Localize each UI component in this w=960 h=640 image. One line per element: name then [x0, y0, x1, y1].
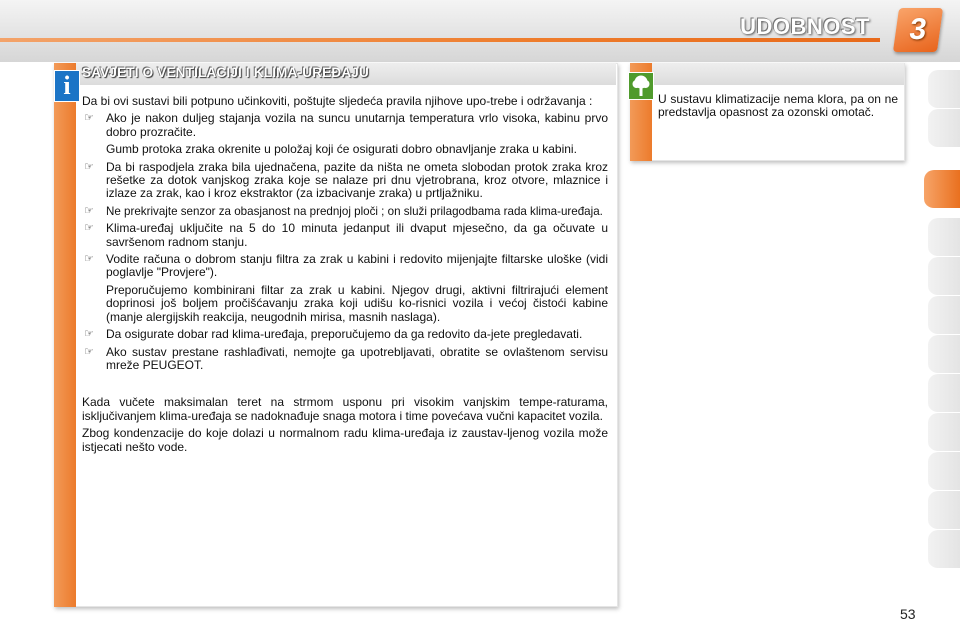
tree-icon: [628, 72, 654, 100]
chapter-tab[interactable]: [928, 491, 960, 530]
list-item: [82, 328, 608, 341]
pointing-hand-icon: ☞: [84, 345, 94, 358]
chapter-title: UDOBNOST: [740, 14, 870, 39]
chapter-tab[interactable]: [928, 109, 960, 148]
chapter-tab[interactable]: [928, 296, 960, 335]
chapter-tab[interactable]: [928, 335, 960, 374]
page-number: 53: [900, 606, 916, 622]
chapter-tab[interactable]: [928, 257, 960, 296]
list-item-text: Klima-uređaj uključite na 5 do 10 minuta jedanput ili dvaput mjesečno, da ga očuvate u savršenom radnom stanju.: [106, 221, 608, 249]
list-item: [82, 161, 608, 201]
list-item-text: Vodite računa o dobrom stanju filtra za zrak u kabini i redovito mijenjajte filtarske uloške (vidi poglavlje "Provjere").: [106, 252, 608, 280]
list-item-text: Da bi raspodjela zraka bila ujednačena, pazite da ništa ne ometa slobodan protok zraka kroz rešetke za dotok vanjskog zraka koje se nalaze pri dnu vjetrobrana, kroz otvore, mlaznice i izlaze za zrak, kao i kroz ekstraktor (za izbacivanje zraka) u prtljažniku.: [106, 159, 608, 201]
pointing-hand-icon: ☞: [84, 112, 94, 125]
pointing-hand-icon: ☞: [84, 328, 94, 341]
outro-paragraph: Kada vučete maksimalan teret na strmom usponu pri visokim vanjskim tempe-raturama, isključivanjem klima-uređaja se nadoknađuje snaga motora i time povećava vučni kapacitet vozila.: [82, 395, 608, 423]
list-item-text: Ako sustav prestane rashlađivati, nemojte ga upotrebljavati, obratite se ovlaštenom servisu mreže PEUGEOT.: [106, 344, 608, 372]
section-title: SAVJETI O VENTILACIJI I KLIMA-UREĐAJU: [82, 65, 369, 80]
spacer: [82, 376, 608, 396]
pointing-hand-icon: ☞: [84, 204, 94, 217]
pointing-hand-icon: ☞: [84, 160, 94, 173]
chapter-tab[interactable]: [928, 530, 960, 569]
list-item: [82, 222, 608, 249]
chapter-tab-active[interactable]: [924, 170, 960, 209]
chapter-tab[interactable]: [928, 452, 960, 491]
outro-paragraph: Zbog kondenzacije do koje dolazi u normalnom radu klima-uređaja iz zaustav-ljenog vozila može istjecati nešto vode.: [82, 426, 608, 454]
eco-note: U sustavu klimatizacije nema klora, pa on ne predstavlja opasnost za ozonski omotač.: [658, 92, 898, 119]
chapter-tab[interactable]: [928, 70, 960, 109]
list-item-text: Ne prekrivajte senzor za obasjanost na prednjoj ploči ; on služi prilagodbama rada klima-uređaja.: [106, 204, 603, 218]
chapter-tab-strip: [928, 70, 960, 580]
info-panel-strip: [54, 63, 76, 607]
pointing-hand-icon: ☞: [84, 222, 94, 235]
list-item-text: Ako je nakon duljeg stajanja vozila na suncu unutarnja temperatura vrlo visoka, kabinu prvo dobro prozračite.: [106, 111, 608, 139]
list-item: [82, 346, 608, 373]
intro-paragraph: Da bi ovi sustavi bili potpuno učinkoviti, poštujte sljedeća pravila njihove upo-trebe i održavanja :: [82, 94, 593, 108]
eco-panel-header: [652, 63, 904, 85]
chapter-tab[interactable]: [928, 218, 960, 257]
chapter-number-badge: 3: [893, 8, 943, 52]
list-item-text: Da osigurate dobar rad klima-uređaja, preporučujemo da ga redovito da-jete pregledavati.: [106, 327, 583, 342]
chapter-tab[interactable]: [928, 374, 960, 413]
chapter-tab[interactable]: [928, 413, 960, 452]
list-item: [82, 112, 608, 139]
list-item-note: Gumb protoka zraka okrenite u položaj koji će osigurati dobro obnavljanje zraka u kabini.: [106, 142, 577, 157]
info-icon: i: [54, 70, 80, 102]
info-panel-body: [82, 95, 608, 458]
pointing-hand-icon: ☞: [84, 253, 94, 266]
list-item: [82, 253, 608, 280]
list-item-note: Preporučujemo kombinirani filtar za zrak u kabini. Njegov drugi, aktivni filtrirajući element doprinosi još boljem pročišćavanju zraka koji udišu ko-risnici vozila i većoj čistoći kabine (manje alergijskih reakcija, neugodnih mirisa, masnih naslaga).: [106, 282, 608, 324]
list-item: [82, 205, 608, 218]
